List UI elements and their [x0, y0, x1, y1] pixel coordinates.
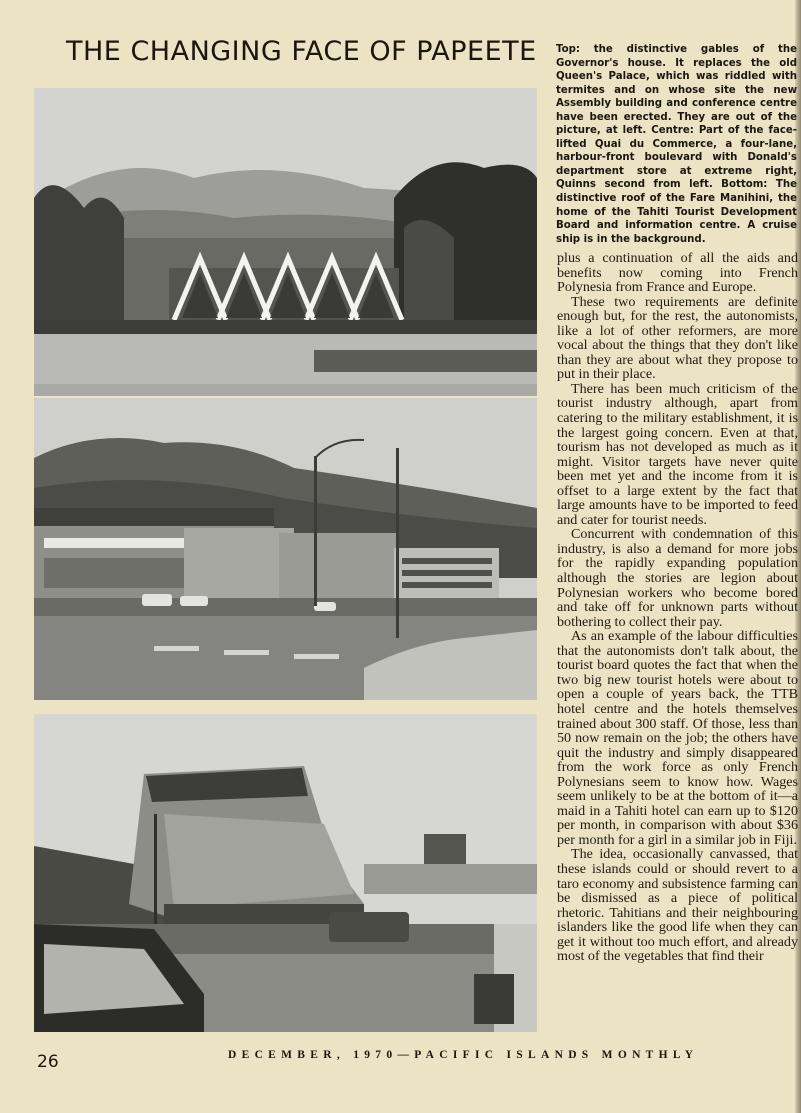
- body-paragraph: plus a continuation of all the aids and benefits now coming into French Polynesia from France and Europe.: [557, 250, 798, 296]
- photo-quai-du-commerce: [34, 398, 537, 700]
- running-footer: DECEMBER, 1970—PACIFIC ISLANDS MONTHLY: [228, 1049, 699, 1061]
- body-paragraph: The idea, occasionally canvassed, that these islands could or should revert to a taro economy and subsistence farming can be dismissed as a piece of political rhetoric. Tahitians and their neighbouring islanders like the good life when they can get it without too much effort, and already most of the vegetables that find their: [557, 846, 798, 965]
- article-body: [557, 251, 798, 964]
- body-paragraph: Concurrent with condemnation of this industry, is also a demand for more jobs for the rapidly expanding population although the stories are legion about Polynesian workers who become bored and take off for unknown parts without bothering to collect their pay.: [557, 526, 798, 630]
- body-paragraph: These two requirements are definite enough but, for the rest, the autonomists, like a lot of other reformers, are more vocal about the things that they don't like than they are about what they propose to put in their place.: [557, 293, 798, 383]
- photo-caption: Top: the distinctive gables of the Governor's house. It replaces the old Queen's Palace, which was riddled with termites and on whose site the new Assembly building and conference centre have been erected. They are out of the picture, at left. Centre: Part of the face-lifted Quai du Commerce, a four-lane, harbour-front boulevard with Donald's department store at extreme right, Quinns second from left. Bottom: The distinctive roof of the Fare Manihini, the home of the Tahiti Tourist Development Board and information centre. A cruise ship is in the background.: [556, 44, 797, 245]
- photo-governors-house: [34, 88, 537, 396]
- photo-fare-manihini: [34, 714, 537, 1032]
- body-paragraph: There has been much criticism of the tourist industry although, apart from catering to the military establishment, it is the largest going concern. Even at that, tourism has not developed as much as it might. Visitor targets have never quite been met yet and the income from it is offset to a large extent by the fact that large amounts have to be imported to feed and cater for tourist needs.: [557, 380, 798, 528]
- page-number: 26: [37, 1052, 59, 1072]
- article-title: THE CHANGING FACE OF PAPEETE: [66, 36, 537, 67]
- body-paragraph: As an example of the labour difficulties that the autonomists don't talk about, the tourist board quotes the fact that when the two big new tourist hotels were about to open a couple of years back, the TTB hotel centre and the hotels themselves trained about 300 staff. Of those, less than 50 now remain on the job; the others have quit the industry and simply disappeared from the work force as only French Polynesians seem to know how. Wages seem unlikely to be at the bottom of it—a maid in a Tahiti hotel can earn up to $120 per month, in comparison with about $36 per month for a girl in a similar job in Fiji.: [557, 628, 798, 848]
